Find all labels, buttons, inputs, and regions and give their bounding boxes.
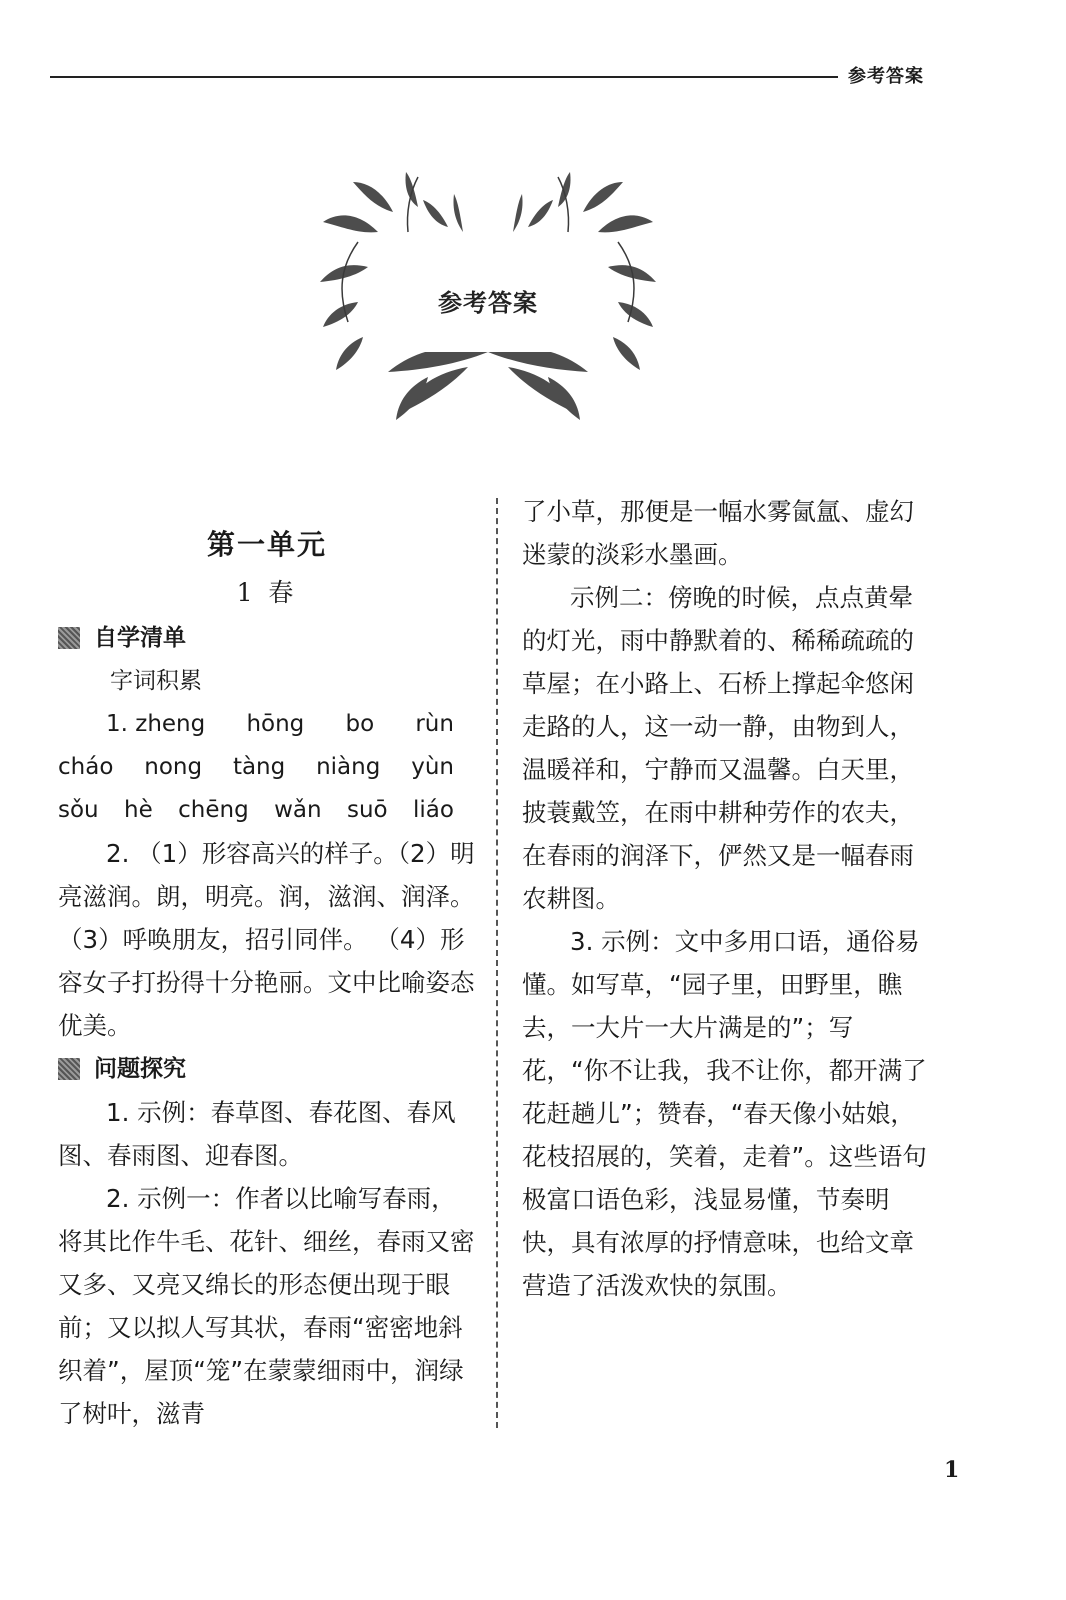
subsection-title: 字词积累 [110, 668, 202, 694]
lesson-title: 1 春 [236, 578, 298, 607]
pinyin-item: cháo [58, 754, 114, 780]
pinyin-item: rùn [415, 711, 454, 737]
page-header-label: 参考答案 [848, 66, 924, 87]
pinyin-row [58, 703, 476, 746]
section-heading-self-study [58, 616, 476, 660]
pinyin-row [58, 789, 476, 832]
pinyin-item: tàng [232, 754, 286, 780]
page-number: 1 [944, 1457, 960, 1483]
section-heading-inquiry [58, 1047, 476, 1091]
answer-paragraph: 3. 示例：文中多用口语，通俗易懂。如写草，“园子里，田野里，瞧去，一大片一大片满是的”；写花，“你不让我，我不让你，都开满了花赶趟儿”；赞春，“春天像小姑娘，花枝招展的，笑着，走着”。这些语句极富口语色彩，浅显易懂，节奏明快，具有浓厚的抒情意味，也给文章营造了活泼欢快的氛围。 [522, 927, 927, 1300]
header-rule [50, 76, 838, 78]
right-column [522, 490, 934, 1307]
answer-paragraph: 示例二：傍晚的时候，点点黄晕的灯光，雨中静默着的、稀稀疏疏的草屋；在小路上、石桥上撑起伞悠闲走路的人，这一动一静，由物到人，温暖祥和，宁静而又温馨。白天里，披蓑戴笠，在雨中耕种劳作的农夫，在春雨的润泽下，俨然又是一幅春雨农耕图。 [522, 583, 914, 913]
section-heading-text: 自学清单 [94, 625, 186, 651]
pinyin-item: liáo [413, 797, 454, 823]
pinyin-item: bo [345, 711, 375, 737]
pinyin-item: niàng [316, 754, 381, 780]
pinyin-item: sǒu [58, 797, 99, 823]
section-marker-icon [58, 1058, 80, 1080]
unit-title: 第一单元 [206, 528, 327, 561]
pinyin-row [58, 746, 476, 789]
answer-paragraph: 1. 示例：春草图、春花图、春风图、春雨图、迎春图。 [58, 1098, 456, 1170]
pinyin-item: wǎn [274, 797, 322, 823]
pinyin-item: yùn [411, 754, 454, 780]
emblem-title: 参考答案 [438, 289, 538, 317]
pinyin-item: hōng [246, 711, 305, 737]
pinyin-item: 1. zheng [106, 711, 206, 737]
answer-paragraph-continued: 了小草，那便是一幅水雾氤氲、虚幻迷蒙的淡彩水墨画。 [522, 497, 914, 569]
section-marker-icon [58, 627, 80, 649]
pinyin-item: chēng [178, 797, 249, 823]
answer-paragraph: 2. 示例一：作者以比喻写春雨，将其比作牛毛、花针、细丝，春雨又密又多、又亮又绵长的形态便出现于眼前；又以拟人写其状，春雨“密密地斜织着”，屋顶“笼”在蒙蒙细雨中，润绿了树叶，滋青 [58, 1184, 475, 1428]
title-emblem [318, 172, 658, 424]
column-divider [496, 498, 498, 1428]
pinyin-item: hè [124, 797, 153, 823]
left-column [58, 520, 476, 1435]
answer-paragraph: 2. （1）形容高兴的样子。（2）明亮滋润。朗，明亮。润，滋润、润泽。 （3）呼唤朋友，招引同伴。 （4）形容女子打扮得十分艳丽。文中比喻姿态优美。 [58, 839, 475, 1040]
pinyin-item: suō [346, 797, 388, 823]
section-heading-text: 问题探究 [94, 1056, 186, 1082]
pinyin-item: nong [144, 754, 203, 780]
